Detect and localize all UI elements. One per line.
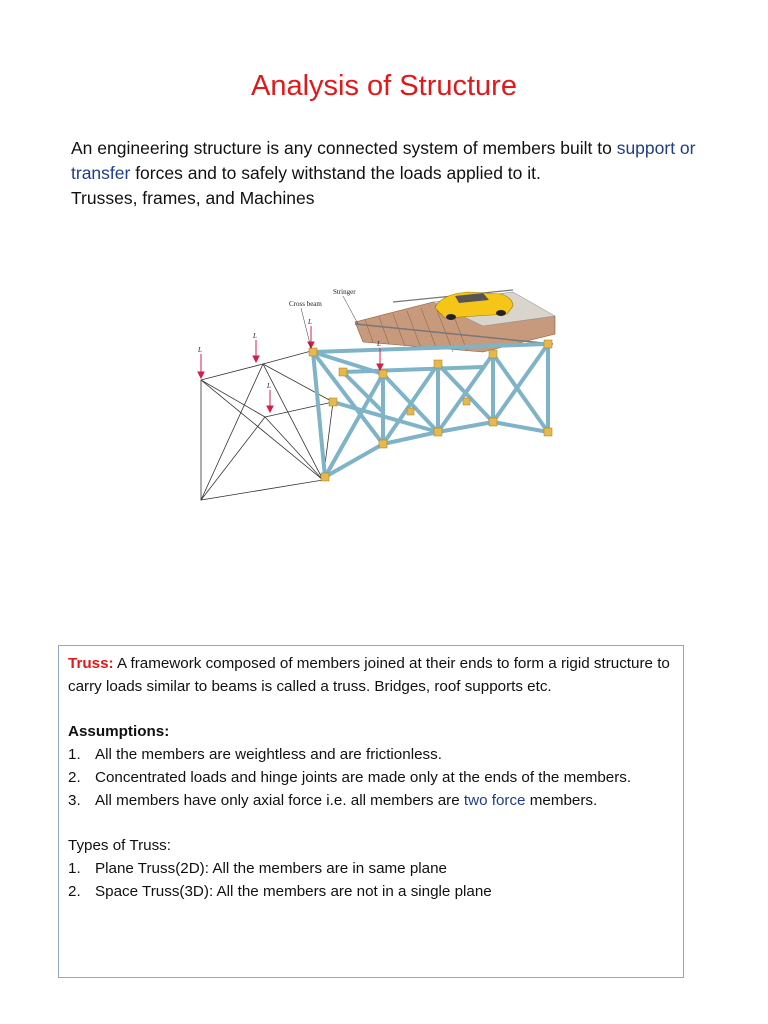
blue-truss — [313, 344, 548, 477]
list-item: 2. Concentrated loads and hinge joints are made only at the ends of the members. — [68, 768, 632, 786]
load-label: L — [253, 332, 257, 340]
truss-info-box — [58, 645, 684, 978]
intro-highlight: support or transfer — [71, 138, 696, 183]
bridge-truss-figure — [183, 272, 593, 522]
load-labels — [197, 318, 381, 390]
intro-text-part2: forces and to safely withstand the loads applied to it. — [130, 163, 541, 183]
truss-term: Truss: — [68, 655, 114, 672]
load-label: L — [308, 318, 312, 326]
list-item: 1. Plane Truss(2D): All the members are in same plane — [68, 860, 447, 878]
types-heading: Types of Truss: — [68, 837, 171, 855]
two-force-highlight: two force — [463, 791, 526, 809]
load-arrows — [198, 326, 383, 412]
list-item: 3. All members have only axial force i.e. all members are two force members. — [68, 791, 598, 809]
truss-def-text: A framework composed of members joined at their ends to form a rigid structure to carry loads similar to beams is called a truss. Bridges, roof supports etc. — [68, 655, 670, 695]
cross-beam-label: Cross beam — [289, 300, 322, 308]
stringer-label: Stringer — [333, 288, 356, 296]
load-label: L — [377, 340, 381, 348]
list-item: 2. Space Truss(3D): All the members are not in a single plane — [68, 882, 492, 900]
load-label: L — [198, 346, 202, 354]
truss-definition — [68, 653, 674, 699]
load-label: L — [267, 382, 271, 390]
intro-line2: Trusses, frames, and Machines — [71, 188, 315, 208]
assumptions-heading: Assumptions: — [68, 723, 170, 741]
list-item: 1. All the members are weightless and are frictionless. — [68, 746, 442, 764]
intro-paragraph — [71, 136, 731, 211]
intro-text-part1: An engineering structure is any connected system of members built to — [71, 138, 617, 158]
page-title: Analysis of Structure — [251, 70, 517, 102]
